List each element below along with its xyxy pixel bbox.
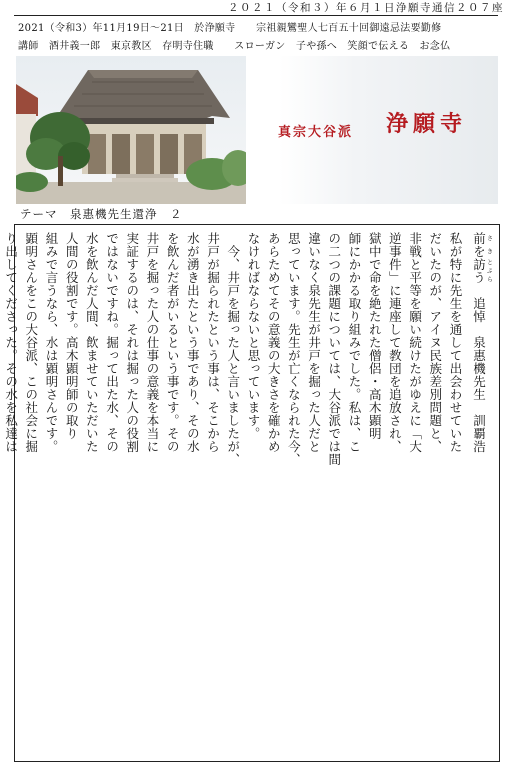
article-column: 井戸を掘った人の仕事の意義を本当に (145, 232, 160, 453)
article-column: 逆事件」に連座して教団を追放され、 (387, 232, 403, 453)
article-title: 前を さき訪う とぶら 追悼 泉惠機先生 訓覇浩 (471, 232, 492, 453)
article-column: なければならないと思っています。 (246, 232, 261, 440)
article-column: 違いなく泉先生が井戸を掘った人だと (306, 232, 322, 453)
article-column: 思っています。先生が亡くなられた今、 (286, 232, 302, 466)
article-column: 人間の役割です。高木顕明師の取り (64, 232, 80, 440)
article-column: り出してくださった。その水を私達は (3, 232, 19, 453)
article-column: 獄中で命を絶たれた僧侶・高木顕明 (367, 232, 383, 440)
event-line: 2021（令和3）年11月19日～21日 於浄願寺 宗祖親鸞聖人七百五十回御遠忌法要勤修 (18, 23, 442, 34)
article-column: 井戸が掘られたという事は、そこから (205, 232, 221, 453)
article-column: 組みで言うなら、水は顕明さんです。 (44, 232, 59, 453)
article-column: の二つの課題については、大谷派では間 (326, 232, 342, 466)
article-column: 非戦と平等を願い続けたがゆえに「大 (407, 232, 423, 453)
article-column: 師にかかる取り組みでした。私は、こ (347, 232, 362, 453)
temple-name: 浄願寺 (386, 111, 468, 137)
article-column: 顕明さんをこの大谷派、この社会に掘 (23, 232, 39, 453)
article-column: ではないですね。掘って出た水、その (104, 232, 120, 453)
article-column: 水を飲んだ人間、飲ませていただいた (84, 232, 100, 453)
article-column: を飲んだ者がいるという事です。その (165, 232, 181, 453)
temple-photo (16, 56, 246, 204)
header-rule-top (14, 15, 498, 16)
article-column: 私が特に先生を通して出会わせていた (448, 232, 463, 453)
article-column: 水が湧き出たという事であり、その水 (185, 232, 201, 453)
newsletter-date: ２０２１（令和３）年６月１日浄願寺通信２０７座 (228, 2, 504, 14)
article-column: 今、井戸を掘った人と言いましたが、 (225, 232, 241, 466)
article-column (0, 232, 1, 752)
article-column: だいたのが、アイヌ民族差別問題と、 (427, 232, 443, 453)
theme-line: テーマ 泉惠機先生還浄 ２ (20, 207, 183, 221)
article-column: あらためてその意義の大きさを確かめ (266, 232, 282, 453)
lecturer-line: 講師 酒井義一郎 東京教区 存明寺住職 スローガン 子や孫へ 笑顔で伝える お念仏 (18, 41, 451, 52)
article-column: 実証するのは、それは掘った人の役割 (124, 232, 140, 453)
sect-name: 真宗大谷派 (278, 125, 354, 140)
